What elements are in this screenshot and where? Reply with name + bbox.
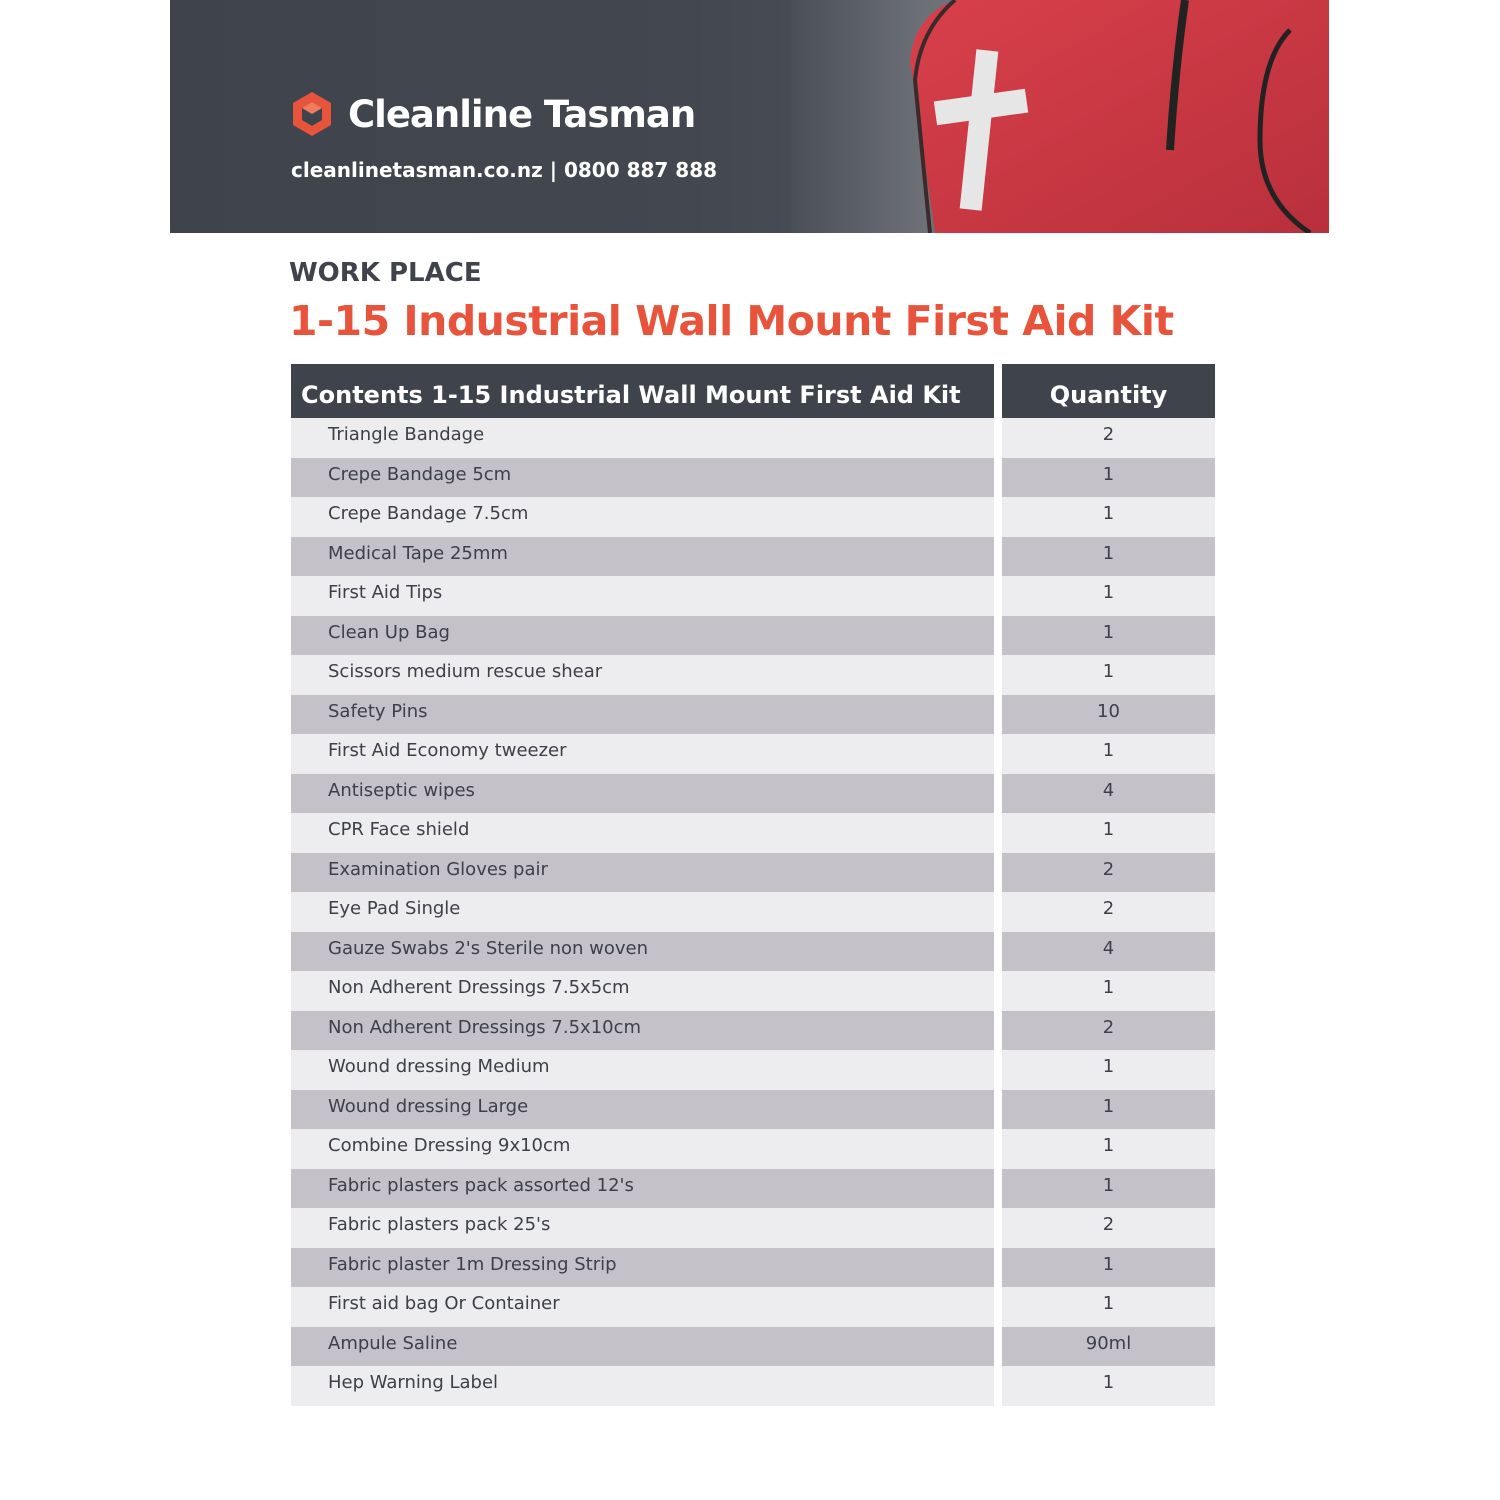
table-row: [291, 418, 1215, 458]
item-name: Wound dressing Large: [291, 1090, 994, 1130]
item-quantity: 2: [1002, 418, 1215, 458]
table-row: [291, 1090, 1215, 1130]
table-row: [291, 1366, 1215, 1406]
item-name: Antiseptic wipes: [291, 774, 994, 814]
item-name: First Aid Economy tweezer: [291, 734, 994, 774]
item-name: Ampule Saline: [291, 1327, 994, 1367]
table-row: [291, 1248, 1215, 1288]
item-name: Scissors medium rescue shear: [291, 655, 994, 695]
table-header: [291, 364, 1215, 418]
item-quantity: 1: [1002, 458, 1215, 498]
item-name: Fabric plasters pack assorted 12's: [291, 1169, 994, 1209]
table-row: [291, 932, 1215, 972]
item-quantity: 4: [1002, 774, 1215, 814]
column-header-quantity: Quantity: [1002, 364, 1215, 418]
item-quantity: 1: [1002, 537, 1215, 577]
table-row: [291, 1208, 1215, 1248]
table-row: [291, 655, 1215, 695]
item-name: Fabric plaster 1m Dressing Strip: [291, 1248, 994, 1288]
item-name: Eye Pad Single: [291, 892, 994, 932]
item-name: CPR Face shield: [291, 813, 994, 853]
table-row: [291, 1287, 1215, 1327]
table-row: [291, 1050, 1215, 1090]
item-name: First aid bag Or Container: [291, 1287, 994, 1327]
table-row: [291, 774, 1215, 814]
item-quantity: 1: [1002, 616, 1215, 656]
header-banner: [170, 0, 1329, 233]
item-quantity: 1: [1002, 1090, 1215, 1130]
table-row: [291, 1169, 1215, 1209]
item-quantity: 1: [1002, 1169, 1215, 1209]
item-name: Crepe Bandage 7.5cm: [291, 497, 994, 537]
item-name: Triangle Bandage: [291, 418, 994, 458]
item-name: Gauze Swabs 2's Sterile non woven: [291, 932, 994, 972]
item-quantity: 1: [1002, 734, 1215, 774]
table-row: [291, 892, 1215, 932]
brand-logo: [290, 90, 695, 138]
item-quantity: 2: [1002, 853, 1215, 893]
item-name: First Aid Tips: [291, 576, 994, 616]
item-name: Non Adherent Dressings 7.5x10cm: [291, 1011, 994, 1051]
item-name: Fabric plasters pack 25's: [291, 1208, 994, 1248]
item-quantity: 2: [1002, 892, 1215, 932]
item-name: Combine Dressing 9x10cm: [291, 1129, 994, 1169]
item-name: Medical Tape 25mm: [291, 537, 994, 577]
item-quantity: 1: [1002, 655, 1215, 695]
item-name: Hep Warning Label: [291, 1366, 994, 1406]
hexagon-logo-icon: [290, 90, 334, 138]
table-row: [291, 576, 1215, 616]
brand-name: Cleanline Tasman: [348, 92, 696, 136]
item-quantity: 90ml: [1002, 1327, 1215, 1367]
first-aid-bag-photo: [790, 0, 1329, 233]
table-row: [291, 853, 1215, 893]
item-quantity: 1: [1002, 576, 1215, 616]
category-label: WORK PLACE: [289, 258, 482, 288]
item-name: Examination Gloves pair: [291, 853, 994, 893]
table-row: [291, 537, 1215, 577]
item-quantity: 1: [1002, 1248, 1215, 1288]
item-quantity: 10: [1002, 695, 1215, 735]
table-row: [291, 458, 1215, 498]
item-name: Crepe Bandage 5cm: [291, 458, 994, 498]
page-title: 1-15 Industrial Wall Mount First Aid Kit: [289, 297, 1174, 345]
table-row: [291, 813, 1215, 853]
item-quantity: 1: [1002, 813, 1215, 853]
item-quantity: 1: [1002, 971, 1215, 1011]
contact-info: cleanlinetasman.co.nz | 0800 887 888: [291, 158, 718, 182]
table-row: [291, 497, 1215, 537]
column-header-contents: Contents 1-15 Industrial Wall Mount First Aid Kit: [291, 364, 994, 418]
item-quantity: 1: [1002, 497, 1215, 537]
item-name: Wound dressing Medium: [291, 1050, 994, 1090]
item-name: Safety Pins: [291, 695, 994, 735]
item-name: Clean Up Bag: [291, 616, 994, 656]
table-body: [291, 418, 1215, 1406]
item-quantity: 1: [1002, 1129, 1215, 1169]
table-row: [291, 616, 1215, 656]
item-quantity: 4: [1002, 932, 1215, 972]
table-row: [291, 971, 1215, 1011]
item-quantity: 2: [1002, 1208, 1215, 1248]
contents-table: [291, 364, 1215, 1406]
item-quantity: 2: [1002, 1011, 1215, 1051]
table-row: [291, 1129, 1215, 1169]
table-row: [291, 1327, 1215, 1367]
table-row: [291, 1011, 1215, 1051]
item-quantity: 1: [1002, 1050, 1215, 1090]
item-quantity: 1: [1002, 1287, 1215, 1327]
table-row: [291, 695, 1215, 735]
table-row: [291, 734, 1215, 774]
item-quantity: 1: [1002, 1366, 1215, 1406]
item-name: Non Adherent Dressings 7.5x5cm: [291, 971, 994, 1011]
